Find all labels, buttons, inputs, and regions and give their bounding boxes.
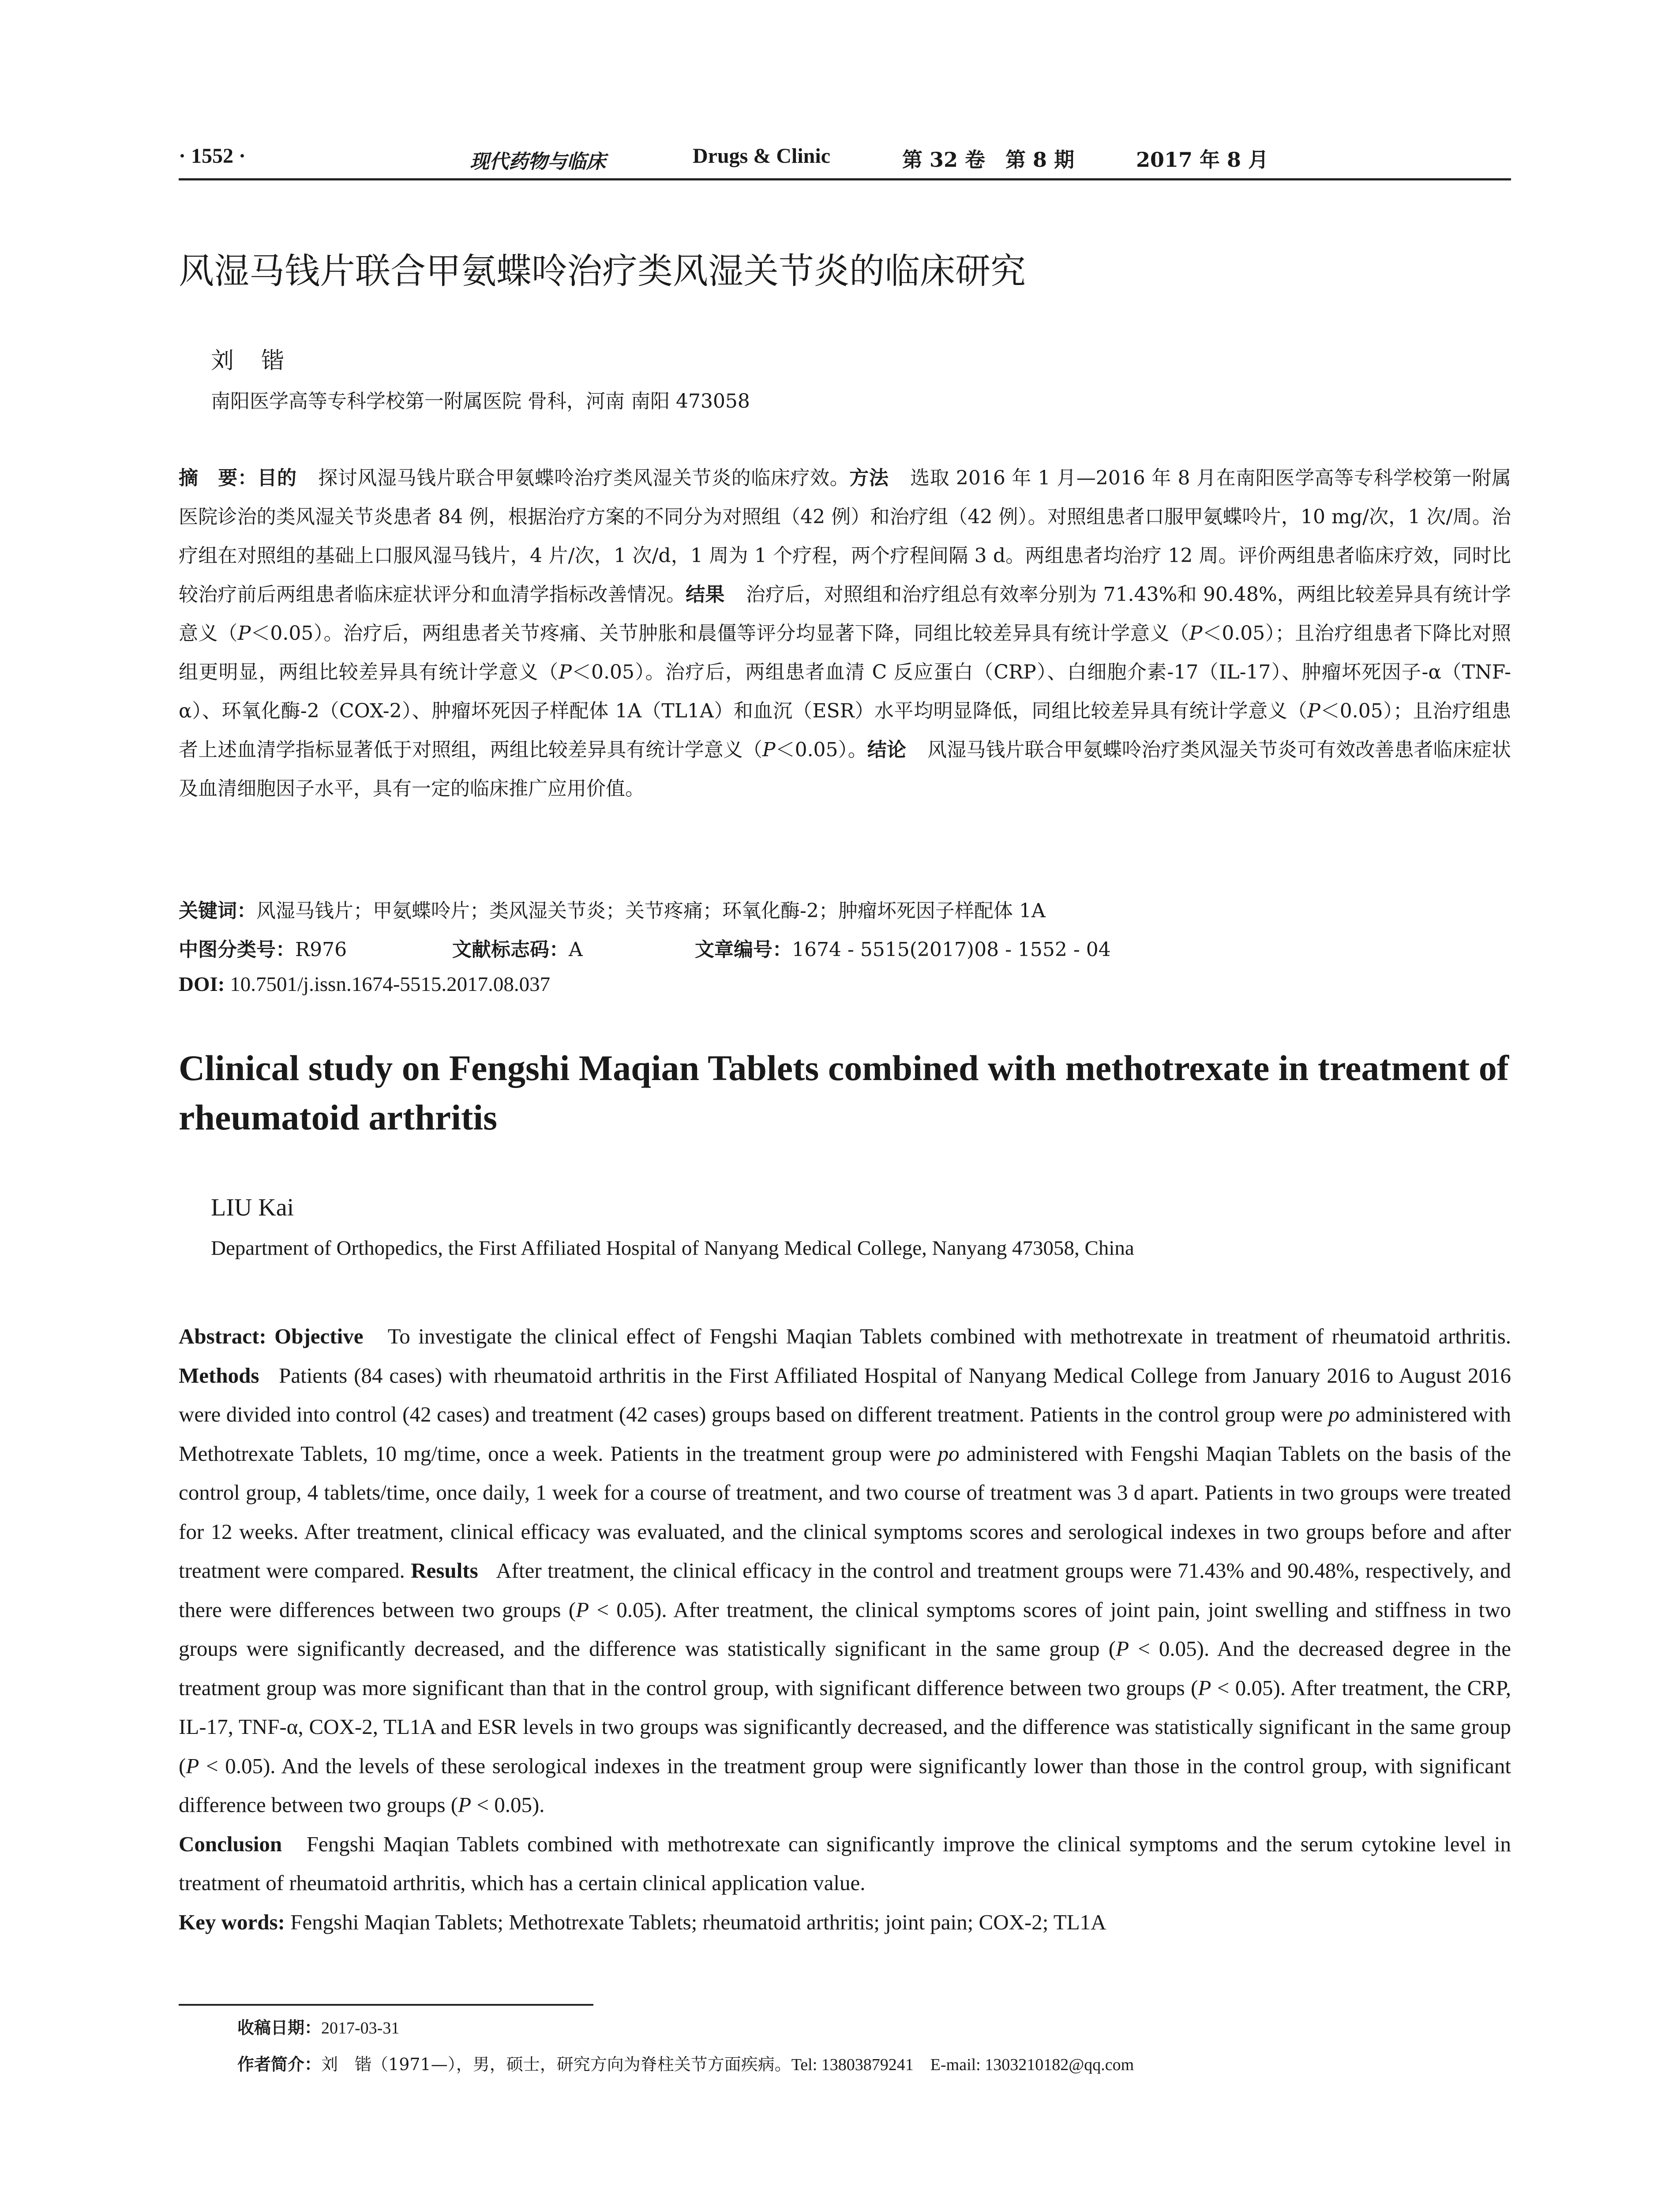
- cn-results-label: 结果: [686, 583, 725, 606]
- en-abstract-label: Abstract:: [179, 1324, 266, 1348]
- cn-keywords-text: 风湿马钱片；甲氨蝶呤片；类风湿关节炎；关节疼痛；环氧化酶-2；肿瘤坏死因子样配体 1A: [256, 900, 1046, 922]
- en-results-text: < 0.05). And the decreased degree in the treatment group was more significant than that in the control group, with significant difference between two groups (: [179, 1636, 1511, 1700]
- article-no-value: 1674 - 5515(2017)08 - 1552 - 04: [792, 938, 1111, 961]
- cn-abstract-label: 摘 要：: [179, 467, 258, 489]
- received-label: 收稿日期：: [237, 2018, 322, 2037]
- en-results-text: < 0.05). After treatment, the clinical symptoms scores of joint pain, joint swelling and stiffness in two groups were significantly decreased, and the difference was statistically significant in the same group (: [179, 1597, 1511, 1661]
- journal-name-cn: 现代药物与临床: [470, 150, 606, 173]
- en-methods-text: administered with Methotrexate Tablets, 10 mg/time, once a week. Patients in the treatment group were: [179, 1402, 1511, 1466]
- p-value-symbol: P: [1189, 622, 1203, 645]
- cn-conclusion-label: 结论: [867, 739, 907, 761]
- en-objective-text: To investigate the clinical effect of Fengshi Maqian Tablets combined with methotrexate in treatment of rheumatoid arthritis.: [387, 1324, 1511, 1348]
- clc-label: 中图分类号：: [179, 938, 295, 961]
- en-results-label: Results: [411, 1558, 478, 1583]
- en-objective-label: Objective: [274, 1324, 364, 1348]
- en-title: Clinical study on Fengshi Maqian Tablets combined with methotrexate in treatment of rheumatoid arthritis: [179, 1048, 1509, 1137]
- en-results-text: < 0.05).: [476, 1793, 545, 1817]
- page-number: · 1552 ·: [179, 144, 246, 168]
- en-results-text: < 0.05). And the levels of these serological indexes in the treatment group were significantly lower than those in the control group, with significant difference between two groups (: [179, 1753, 1511, 1817]
- volume-issue: 第 32 卷 第 8 期: [902, 148, 1075, 172]
- en-affiliation: Department of Orthopedics, the First Affiliated Hospital of Nanyang Medical College, Nanyang 473058, China: [211, 1237, 1134, 1260]
- doi-label: DOI:: [179, 973, 225, 996]
- en-keywords-text: Fengshi Maqian Tablets; Methotrexate Tablets; rheumatoid arthritis; joint pain; COX-2; TL1A: [290, 1910, 1106, 1934]
- en-results-text: After treatment, the clinical efficacy in the control and treatment groups were 71.43% and 90.48%, respectively, and there were differences between two groups (: [179, 1558, 1511, 1622]
- p-value-symbol: P: [762, 739, 776, 761]
- p-value-symbol: P: [559, 661, 572, 683]
- doc-code-label: 文献标志码：: [452, 938, 569, 961]
- cn-results-text: 治疗后，对照组和治疗组总有效率分别为 71.43%和 90.48%，两组比较差异具有统计学意义（: [179, 583, 1511, 645]
- en-methods-text: Patients (84 cases) with rheumatoid arthritis in the First Affiliated Hospital of Nanyang Medical College from January 2016 to August 2016 were divided into control (42 cases) and treatment (42 cases) groups based on different treatment. Patients in the control group were: [179, 1363, 1511, 1426]
- p-value-symbol: P: [1307, 700, 1320, 722]
- p-value-symbol: P: [1116, 1636, 1129, 1661]
- en-results-text: < 0.05). After treatment, the CRP, IL-17, TNF-α, COX-2, TL1A and ESR levels in two groups was significantly decreased, and the difference was statistically significant in the same group (: [179, 1675, 1511, 1778]
- po-term: po: [1328, 1402, 1350, 1426]
- p-value-symbol: P: [576, 1597, 589, 1622]
- en-conclusion-label: Conclusion: [179, 1831, 282, 1856]
- po-term: po: [938, 1441, 960, 1466]
- footnote-divider: [179, 2004, 593, 2006]
- bio-label: 作者简介：: [237, 2055, 322, 2074]
- classification-line: [179, 934, 1111, 962]
- cn-keywords: [179, 895, 1046, 923]
- doi-link[interactable]: 10.7501/j.issn.1674-5515.2017.08.037: [230, 973, 551, 996]
- cn-results-text: ＜0.05）。治疗后，两组患者血清 C 反应蛋白（CRP）、白细胞介素-17（IL-17）、肿瘤坏死因子-α（TNF-α）、环氧化酶-2（COX-2）、肿瘤坏死因子样配体 1A（TL1A）和血沉（ESR）水平均明显降低，同组比较差异具有统计学意义（: [179, 661, 1511, 722]
- running-header: [179, 140, 1511, 180]
- cn-title: 风湿马钱片联合甲氨蝶呤治疗类风湿关节炎的临床研究: [179, 251, 1026, 292]
- clc-value: R976: [295, 938, 347, 961]
- received-value: 2017-03-31: [321, 2019, 400, 2037]
- en-methods-label: Methods: [179, 1363, 259, 1388]
- received-date: [237, 2014, 399, 2038]
- en-keywords-label: Key words:: [179, 1910, 285, 1934]
- cn-keywords-label: 关键词：: [179, 900, 256, 922]
- author-bio: [237, 2051, 1134, 2075]
- cn-author: 刘锴: [211, 348, 312, 374]
- doc-code-value: A: [569, 938, 583, 961]
- p-value-symbol: P: [237, 622, 251, 645]
- bio-contact[interactable]: Tel: 13803879241 E-mail: 1303210182@qq.com: [791, 2056, 1134, 2074]
- cn-methods-label: 方法: [849, 467, 889, 489]
- doi-line: [179, 972, 550, 996]
- en-methods-text: administered with Fengshi Maqian Tablets on the basis of the control group, 4 tablets/time, once daily, 1 week for a course of treatment, and two course of treatment was 3 d apart. Patients in two groups were treated for 12 weeks. After treatment, clinical efficacy was evaluated, and the clinical symptoms scores and serological indexes in two groups before and after treatment were compared.: [179, 1441, 1511, 1583]
- cn-methods-text: 选取 2016 年 1 月—2016 年 8 月在南阳医学高等专科学校第一附属医院诊治的类风湿关节炎患者 84 例，根据治疗方案的不同分为对照组（42 例）和治疗组（42 例）。对照组患者口服甲氨蝶呤片，10 mg/次，1 次/周。治疗组在对照组的基础上口服风湿马钱片，4 片/次，1 次/d，1 周为 1 个疗程，两个疗程间隔 3 d。两组患者均治疗 12 周。评价两组患者临床疗效，同时比较治疗前后两组患者临床症状评分和血清学指标改善情况。: [179, 467, 1511, 606]
- cn-objective-label: 目的: [257, 467, 297, 489]
- issue-date: 2017 年 8 月: [1136, 148, 1269, 172]
- cn-results-text: ＜0.05）；且治疗组患者下降比对照组更明显，两组比较差异具有统计学意义（: [179, 622, 1511, 683]
- cn-conclusion-text: 风湿马钱片联合甲氨蝶呤治疗类风湿关节炎可有效改善患者临床症状及血清细胞因子水平，具有一定的临床推广应用价值。: [179, 739, 1511, 800]
- p-value-symbol: P: [458, 1793, 472, 1817]
- cn-results-text: ＜0.05）；且治疗组患者上述血清学指标显著低于对照组，两组比较差异具有统计学意义（: [179, 700, 1511, 761]
- p-value-symbol: P: [1198, 1675, 1211, 1700]
- cn-results-text: ＜0.05）。治疗后，两组患者关节疼痛、关节肿胀和晨僵等评分均显著下降，同组比较差异具有统计学意义（: [251, 622, 1189, 645]
- article-no-label: 文章编号：: [695, 938, 792, 961]
- en-conclusion-text: Fengshi Maqian Tablets combined with methotrexate can significantly improve the clinical symptoms and the serum cytokine level in treatment of rheumatoid arthritis, which has a certain clinical application value.: [179, 1831, 1511, 1895]
- cn-affiliation: 南阳医学高等专科学校第一附属医院 骨科，河南 南阳 473058: [211, 390, 750, 413]
- cn-objective-text: 探讨风湿马钱片联合甲氨蝶呤治疗类风湿关节炎的临床疗效。: [318, 467, 850, 489]
- p-value-symbol: P: [186, 1753, 199, 1778]
- cn-results-text: ＜0.05）。: [775, 739, 867, 761]
- bio-text: 刘 锴（1971—），男，硕士，研究方向为脊柱关节方面疾病。: [321, 2055, 791, 2074]
- journal-name-en: Drugs & Clinic: [693, 144, 830, 168]
- en-author: LIU Kai: [211, 1194, 294, 1221]
- en-abstract: [179, 1317, 1511, 1942]
- cn-abstract: [179, 459, 1511, 808]
